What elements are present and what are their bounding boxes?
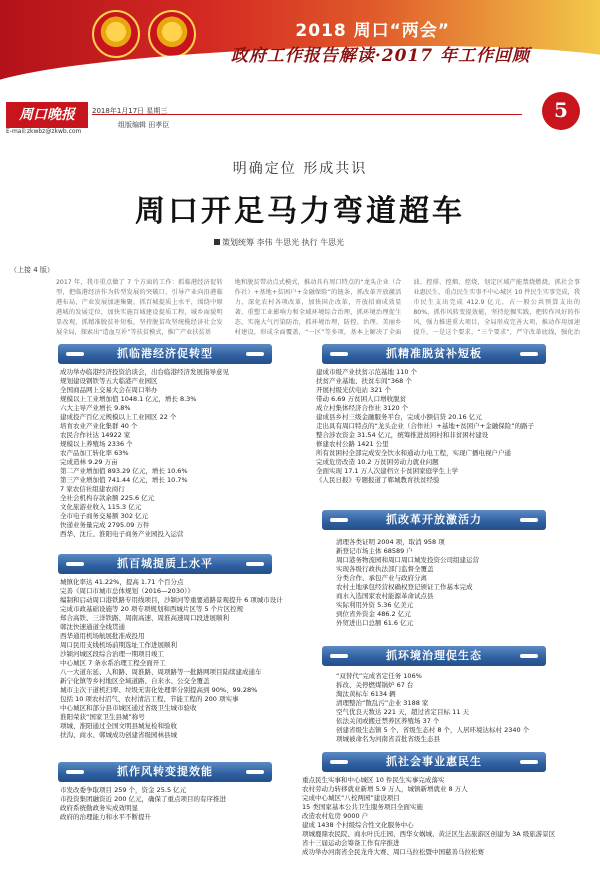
list-item: 项城、淮阳通过全国文明县城复检和验收 xyxy=(60,722,177,730)
contact-email: E-mail:zkwbz@zkwb.com xyxy=(6,128,82,135)
list-item: 项城被命名为河南省首批省级生态县 xyxy=(336,735,440,743)
section-tuopin-list xyxy=(316,368,586,485)
article-byline xyxy=(214,237,344,248)
banner-subtitle: 政府工作报告解读·2017 年工作回顾 xyxy=(230,46,530,66)
section-header-minsheng: 抓社会事业惠民生 xyxy=(322,752,546,772)
list-item: 实现各级行政执法部门监督全覆盖 xyxy=(336,565,434,573)
section-huanjing-list xyxy=(336,672,586,744)
list-item: 政府系统勤政务实成效明显 xyxy=(60,804,138,812)
banner-title: 2018 周口“两会” xyxy=(295,21,450,41)
list-item: 市发改委争取项目 259 个，资金 25.5 亿元 xyxy=(60,786,187,794)
list-item: 完成中心城区“八校两园”建设项目 xyxy=(302,794,400,802)
newspaper-logo: 周口晚报 xyxy=(6,102,88,128)
list-item: 西华通用机场航展批准成投用 xyxy=(60,632,145,640)
cppcc-emblem-icon xyxy=(148,10,196,58)
list-item: 完成危房改造 10.2 万贫困劳动力就业问题 xyxy=(316,458,439,466)
list-item: 实际利用外资 5.36 亿美元 xyxy=(336,601,414,609)
list-item: 省十三届运动会筹备工作有序推进 xyxy=(302,839,400,847)
list-item: 规模以上养殖场 2336 个 xyxy=(60,440,133,448)
issue-date: 2018年1月17日 星期三 xyxy=(92,107,168,115)
page-number-badge: 5 xyxy=(542,92,580,130)
list-item: 扶贫产业基地、扶贫车间“368 个 xyxy=(316,377,412,385)
list-item: 规模以上工业增加值 1048.1 亿元，增长 8.3% xyxy=(60,395,197,403)
list-item: 西华、沈丘、淮阳电子商务产业园投入运营 xyxy=(60,530,184,538)
intro-text xyxy=(56,278,580,338)
list-item: 7 家农信社组建农商行 xyxy=(60,485,125,493)
list-item: 郸沈快速通道全线贯通 xyxy=(60,623,125,631)
list-item: 全市电子商务交易额 302 亿元 xyxy=(60,512,149,520)
list-item: 快递业务量完成 2795.09 万件 xyxy=(60,521,150,529)
list-item: 周口民用支线机场前期选址工作进展顺利 xyxy=(60,641,177,649)
section-header-gaige: 抓改革开放激活力 xyxy=(322,510,546,530)
list-item: 扶沟、商水、郸城成功创建省级园林县城 xyxy=(60,731,177,739)
list-item: 第三产业增加值 741.44 亿元，增长 10.7% xyxy=(60,476,188,484)
list-item: 培育农业产业化集群 40 个 xyxy=(60,422,138,430)
list-item: 编制和启动周口港铁路专用线项目，沙颍河等重要道路景观提升 6 项城市设计 xyxy=(60,596,283,604)
list-item: 分类合作、承包产业与政府分离 xyxy=(336,574,427,582)
list-item: 外贸进出口总额 61.6 亿元 xyxy=(336,619,414,627)
list-item: 中心城区 7 条水系治理工程全面开工 xyxy=(60,659,166,667)
list-item: 完成造林 9.29 万亩 xyxy=(60,458,118,466)
list-item: 建成市级产业扶贫示范基地 110 个 xyxy=(316,368,418,376)
byline-text: 策划统筹 李伟 牛思光 执行 牛思光 xyxy=(222,238,345,247)
section-header-zuofeng: 抓作风转变提效能 xyxy=(58,762,272,782)
list-item: 《人民日报》专题报道了郸城教育扶贫经验 xyxy=(316,476,440,484)
list-item: 带动 6.69 万贫困人口增收脱贫 xyxy=(316,395,407,403)
section-header-huanjing: 抓环境治理促生态 xyxy=(322,646,546,666)
layout-editor: 组版编辑 田孝臣 xyxy=(118,121,170,129)
article-kicker: 明确定位 形成共识 xyxy=(232,161,368,177)
list-item: 开展村级光伏电站 321 个 xyxy=(316,386,392,394)
list-item: 建成县乡村三级金融服务平台，完成小额信贷 20.16 亿元 xyxy=(316,413,482,421)
intro-paragraph: 油、控排、控烟、控烧，划定区域产能禁烧燃烧，抓社会事业惠民生，重点民生实事不中心城区 10 件民生实事完成，我市民生支出完成 412.9 亿元，占一般公共预算支出的 80%，抓作风转变提效能，坚持挖掘实践，把转作风好的作风，强力推进重大项目，全局形成完善大项，推动作用加速提升，一是这个要求，“三个要求”，严守改革底线，强化治 xyxy=(413,279,581,336)
list-item: 包括 10 项农村沼气、农村清洁工程、节能工程的 200 项实事 xyxy=(60,695,239,703)
list-item: 建成 1438 个村级综合性文化服务中心 xyxy=(302,821,414,829)
list-item: 规划建设钢铁等五大临港产业园区 xyxy=(60,377,158,385)
list-item: 全面实现 17.1 万人次建档立卡贫困家庭学生上学 xyxy=(316,467,459,475)
list-item: 成功举办临港经济投资洽谈会，出台临港经济发展指导意见 xyxy=(60,368,229,376)
section-baicheng-list xyxy=(60,578,294,740)
list-item: 文化旅游业收入 115.3 亿元 xyxy=(60,503,142,511)
list-item: 重点民生实事和中心城区 10 件民生实事完成落实 xyxy=(302,776,445,784)
list-item: 市投资集团融资近 200 亿元，确保了重点项目的有序推进 xyxy=(60,795,227,803)
list-item: 建成投产百亿元规模以上工业园区 22 个 xyxy=(60,413,177,421)
list-item: “双替代”完成省定任务 106% xyxy=(336,672,422,680)
list-item: 全社会机构存款余额 225.6 亿元 xyxy=(60,494,155,502)
intro-paragraph: 2017 年，我市重点做了 7 个方面的工作：抓临港经济促转型，把临港经济作为转型发展的突破口，引导产业向沿港临港布局，产业发展加速集聚，抓百城提质上水平，围绕中原港城的发展定位，加快实施百城建设提质工程，城乡面貌明显改观，抓精准脱贫补短板，坚持脱贫攻坚统揽经济社会发展全局，探索出“造血互补”等扶贫模式，推广产业扶贫基 xyxy=(56,279,223,336)
continued-note: （上接 4 版） xyxy=(10,266,54,274)
list-item: 清理整治“散乱污”企业 3188 家 xyxy=(336,699,429,707)
list-item: 完善《周口市城市总体规划（2016—2030）》 xyxy=(60,587,194,595)
list-item: 商水入选国家农村能源革命试点县 xyxy=(336,592,434,600)
list-item: 政府的治理能力和水平不断提升 xyxy=(60,813,151,821)
list-item: 成立村集体经济合作社 3120 个 xyxy=(316,404,409,412)
section-linggang-list xyxy=(60,368,290,539)
list-item: 城市主次干道机扫率、垃圾无害化处理率分别提高到 90%、99.28% xyxy=(60,686,258,694)
list-item: 农村劳动力转移就业新增 5.9 万人，城镇新增就业 8 万人 xyxy=(302,785,468,793)
list-item: 所有贫困村全部完成安全饮水和通动力电工程，实现广播电视户户通 xyxy=(316,449,511,457)
list-item: 六大主导产业增长 9.8% xyxy=(60,404,131,412)
list-item: 中心城区和部分县市城区通过省级卫生城市验收 xyxy=(60,704,197,712)
list-item: 创建省级生态镇 5 个、省级生态村 8 个，人居环境达标村 2340 个 xyxy=(336,726,530,734)
list-item: 整合涉农资金 31.54 亿元，统筹推进贫困村和非贫困村建设 xyxy=(316,431,489,439)
list-item: 到位省外资金 486.2 亿元 xyxy=(336,610,411,618)
list-item: 淮阳荣获“国家卫生县城”称号 xyxy=(60,713,145,721)
section-header-baicheng: 抓百城提质上水平 xyxy=(58,554,272,574)
list-item: 改造农村危房 9000 户 xyxy=(302,812,369,820)
section-zuofeng-list xyxy=(60,786,290,822)
masthead-rule xyxy=(92,114,522,115)
list-item: 修建农村公路 1421 公里 xyxy=(316,440,389,448)
header-banner xyxy=(0,0,600,92)
list-item: 完成市政基础设施等 20 项专项规划和西城片区等 5 个片区控规 xyxy=(60,605,244,613)
list-item: 清理各类证明 2004 项，取消 958 项 xyxy=(336,538,445,546)
list-item: 农村土地承包经营权确权登记颁证工作基本完成 xyxy=(336,583,473,591)
list-item: 新登记市场主体 68589 户 xyxy=(336,547,413,555)
national-emblem-icon xyxy=(92,10,140,58)
intro-paragraph: 地和脱贫带动点式模式，推动具有周口特点的“龙头企业（合作社）+基地+贫困户+金融保险”的链条，抓改革开放激活力，深化农村各项改革，加快国企改革，开放招商成效显著，重塑工业影响力和全域环境综合治理，抓环境治理促生态，实施大气污染防治，抓环境治理，防控、治理、美丽乡村建设，形成全面覆盖，“一区”等多项，基本上解决了全面 xyxy=(234,279,402,336)
list-item: 第二产业增加值 893.29 亿元，增长 10.6% xyxy=(60,467,188,475)
masthead xyxy=(0,96,600,136)
list-item: 城镇化率达 41.22%，提高 1.71 个百分点 xyxy=(60,578,184,586)
list-item: 走出具有周口特点的“龙头企业（合作社）+基地+贫困户+金融保险”的路子 xyxy=(316,422,535,430)
section-header-tuopin: 抓精准脱贫补短板 xyxy=(322,344,546,364)
list-item: 农民合作社达 14922 家 xyxy=(60,431,131,439)
list-item: 八一大道东延、人和路、周淮路、周项路等一批路网项目陆续建成通车 xyxy=(60,668,262,676)
list-item: 全国商品网上交易大会在周口举办 xyxy=(60,386,158,394)
section-gaige-list xyxy=(336,538,586,628)
list-item: 周口港务物流园和周口周口城发投资公司组建运营 xyxy=(336,556,479,564)
article-headline: 周口开足马力弯道超车 xyxy=(135,194,465,229)
list-item: 郑合高铁、三洋铁路、周南高速、周淮高速周口段进展顺利 xyxy=(60,614,229,622)
list-item: 依法关闭或搬迁禁养区养殖场 37 个 xyxy=(336,717,440,725)
section-header-linggang: 抓临港经济促转型 xyxy=(58,344,272,364)
section-minsheng-list xyxy=(302,776,592,857)
list-item: 沙颍河城区段综合治理一期项目竣工 xyxy=(60,650,164,658)
list-item: 淘汰黄标车 6134 辆 xyxy=(336,690,396,698)
list-item: 新宁化镇等乡村地区全域道路、自来水、公交全覆盖 xyxy=(60,677,210,685)
list-item: 成功举办河南省全民龙舟大赛、周口马拉松暨中国慈善马拉松赛 xyxy=(302,848,484,856)
bullet-square-icon xyxy=(214,239,220,245)
list-item: 空气优良天数达 221 天，超过省定目标 11 天 xyxy=(336,708,469,716)
list-item: 项城鹿鼎农民院、商水叶氏庄园、西华女娲城、黄泛区生态旅游区创建为 3A 级旅游景区 xyxy=(302,830,556,838)
list-item: 拆改、关停燃煤锅炉 67 台 xyxy=(336,681,414,689)
list-item: 15 类国家基本公共卫生服务项目全面实施 xyxy=(302,803,423,811)
list-item: 农产品加工转化率 63% xyxy=(60,449,129,457)
